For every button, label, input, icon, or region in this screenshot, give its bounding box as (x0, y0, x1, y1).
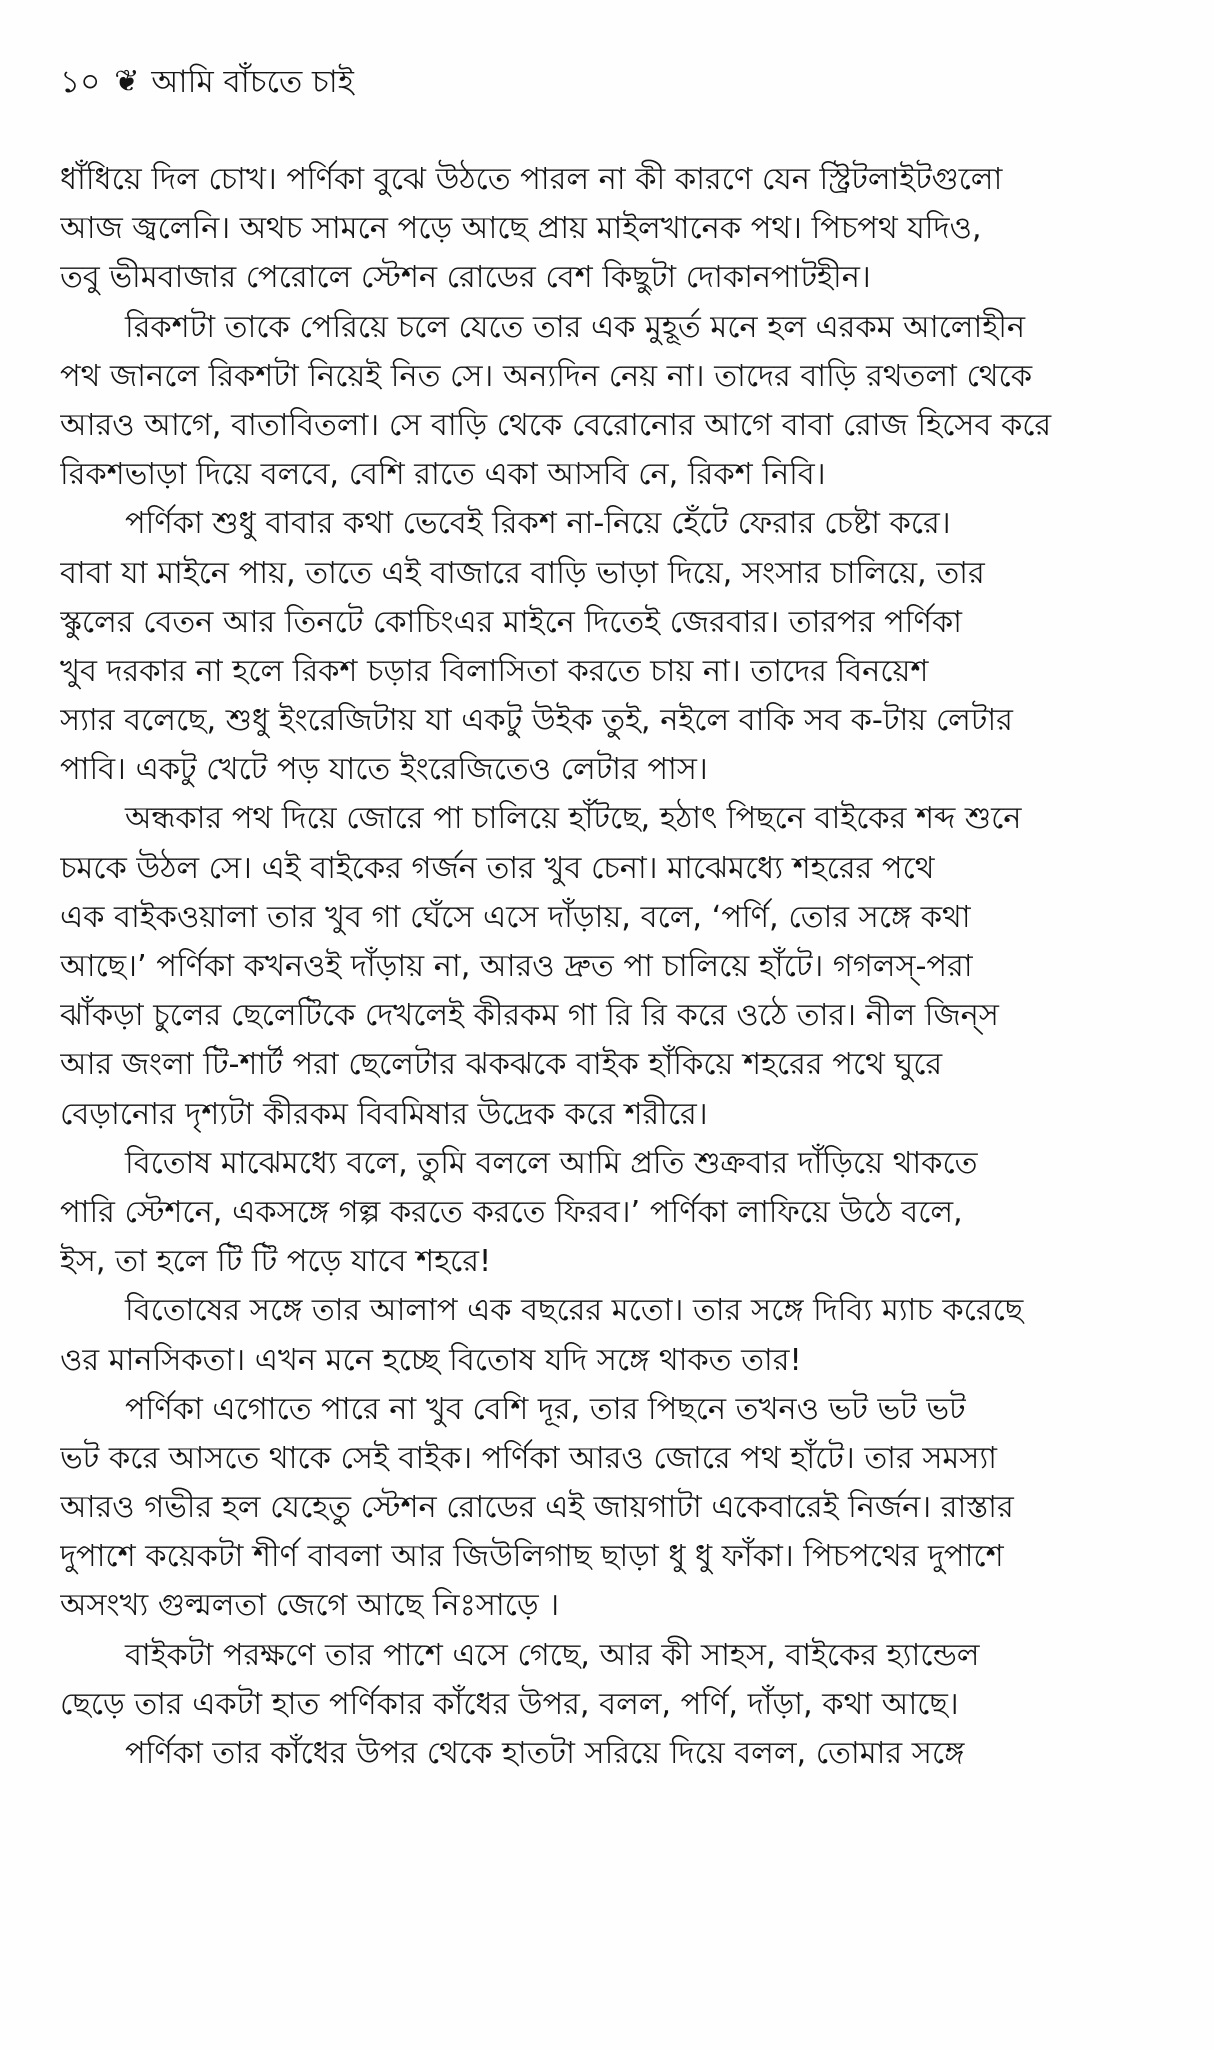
text-line: বেড়ানোর দৃশ্যটা কীরকম বিবমিষার উদ্রেক করে শরীরে। (60, 1096, 708, 1132)
text-line: আরও গভীর হল যেহেতু স্টেশন রোডের এই জায়গাটা একেবারেই নির্জন। রাস্তার (60, 1490, 1014, 1526)
paragraph-first-line: পর্ণিকা এগোতে পারে না খুব বেশি দূর, তার পিছনে তখনও ভট ভট ভট (125, 1391, 966, 1427)
paragraph-first-line: বিতোষের সঙ্গে তার আলাপ এক বছরের মতো। তার সঙ্গে দিব্যি ম্যাচ করেছে (125, 1293, 1024, 1329)
text-line: পাবি। একটু খেটে পড় যাতে ইংরেজিতেও লেটার পাস। (60, 752, 708, 788)
text-line: ধাঁধিয়ে দিল চোখ। পর্ণিকা বুঝে উঠতে পারল না কী কারণে যেন স্ট্রিটলাইটগুলো (60, 162, 1003, 197)
text-line: আজ জ্বলেনি। অথচ সামনে পড়ে আছে প্রায় মাইলখানেক পথ। পিচপথ যদিও, (60, 211, 982, 247)
book-title: আমি বাঁচতে চাই (151, 64, 354, 100)
paragraph-first-line: পর্ণিকা শুধু বাবার কথা ভেবেই রিকশ না-নিয়ে হেঁটে ফেরার চেষ্টা করে। (125, 506, 951, 542)
text-line: খুব দরকার না হলে রিকশ চড়ার বিলাসিতা করতে চায় না। তাদের বিনয়েশ (60, 653, 929, 689)
text-line: স্যার বলেছে, শুধু ইংরেজিটায় যা একটু উইক তুই, নইলে বাকি সব ক-টায় লেটার (60, 703, 1013, 739)
text-line: দুপাশে কয়েকটা শীর্ণ বাবলা আর জিউলিগাছ ছাড়া ধু ধু ফাঁকা। পিচপথের দুপাশে (60, 1539, 1004, 1575)
text-line: অসংখ্য গুল্মলতা জেগে আছে নিঃসাড়ে । (60, 1588, 560, 1624)
paragraph-first-line: বাইকটা পরক্ষণে তার পাশে এসে গেছে, আর কী সাহস, বাইকের হ্যান্ডেল (125, 1637, 980, 1673)
text-line: আরও আগে, বাতাবিতলা। সে বাড়ি থেকে বেরোনোর আগে বাবা রোজ হিসেব করে (60, 407, 1052, 443)
text-line: আর জংলা টি-শার্ট পরা ছেলেটার ঝকঝকে বাইক হাঁকিয়ে শহরের পথে ঘুরে (60, 1047, 943, 1083)
text-line: ওর মানসিকতা। এখন মনে হচ্ছে বিতোষ যদি সঙ্গে থাকত তার! (60, 1342, 802, 1378)
paragraph-first-line: অন্ধকার পথ দিয়ে জোরে পা চালিয়ে হাঁটছে, হঠাৎ পিছনে বাইকের শব্দ শুনে (125, 801, 1022, 837)
paragraph-first-line: পর্ণিকা তার কাঁধের উপর থেকে হাতটা সরিয়ে দিয়ে বলল, তোমার সঙ্গে (125, 1736, 965, 1771)
text-line: ছেড়ে তার একটা হাত পর্ণিকার কাঁধের উপর, বলল, পর্ণি, দাঁড়া, কথা আছে। (60, 1686, 959, 1722)
body-text (60, 155, 1155, 1778)
text-line: স্কুলের বেতন আর তিনটে কোচিংএর মাইনে দিতেই জেরবার। তারপর পর্ণিকা (60, 604, 962, 640)
text-line: তবু ভীমবাজার পেরোলে স্টেশন রোডের বেশ কিছুটা দোকানপাটহীন। (60, 260, 871, 296)
paragraph-first-line: রিকশটা তাকে পেরিয়ে চলে যেতে তার এক মুহূর্ত মনে হল এরকম আলোহীন (125, 309, 1026, 345)
page-number: ১০ (60, 64, 101, 100)
text-line: ঝাঁকড়া চুলের ছেলেটিকে দেখলেই কীরকম গা রি রি করে ওঠে তার। নীল জিন্‌স (60, 998, 999, 1034)
text-line: পারি স্টেশনে, একসঙ্গে গল্প করতে করতে ফিরব।’ পর্ণিকা লাফিয়ে উঠে বলে, (60, 1194, 963, 1230)
text-line: চমকে উঠল সে। এই বাইকের গর্জন তার খুব চেনা। মাঝেমধ্যে শহরের পথে (60, 850, 935, 886)
text-line: আছে।’ পর্ণিকা কখনওই দাঁড়ায় না, আরও দ্রুত পা চালিয়ে হাঁটে। গগলস্-পরা (60, 949, 973, 984)
text-line: ভট করে আসতে থাকে সেই বাইক। পর্ণিকা আরও জোরে পথ হাঁটে। তার সমস্যা (60, 1440, 997, 1476)
leaf-ornament-icon: ❦ (114, 64, 140, 99)
paragraph-first-line: বিতোষ মাঝেমধ্যে বলে, তুমি বললে আমি প্রতি শুক্রবার দাঁড়িয়ে থাকতে (125, 1145, 978, 1181)
text-line: রিকশভাড়া দিয়ে বলবে, বেশি রাতে একা আসবি নে, রিকশ নিবি। (60, 457, 826, 493)
running-header (60, 62, 354, 102)
text-line: এক বাইকওয়ালা তার খুব গা ঘেঁসে এসে দাঁড়ায়, বলে, ‘পর্ণি, তোর সঙ্গে কথা (60, 899, 971, 935)
text-line: পথ জানলে রিকশটা নিয়েই নিত সে। অন্যদিন নেয় না। তাদের বাড়ি রথতলা থেকে (60, 358, 1032, 394)
text-line: বাবা যা মাইনে পায়, তাতে এই বাজারে বাড়ি ভাড়া দিয়ে, সংসার চালিয়ে, তার (60, 555, 985, 591)
text-line: ইস, তা হলে টি টি পড়ে যাবে শহরে! (60, 1244, 492, 1280)
